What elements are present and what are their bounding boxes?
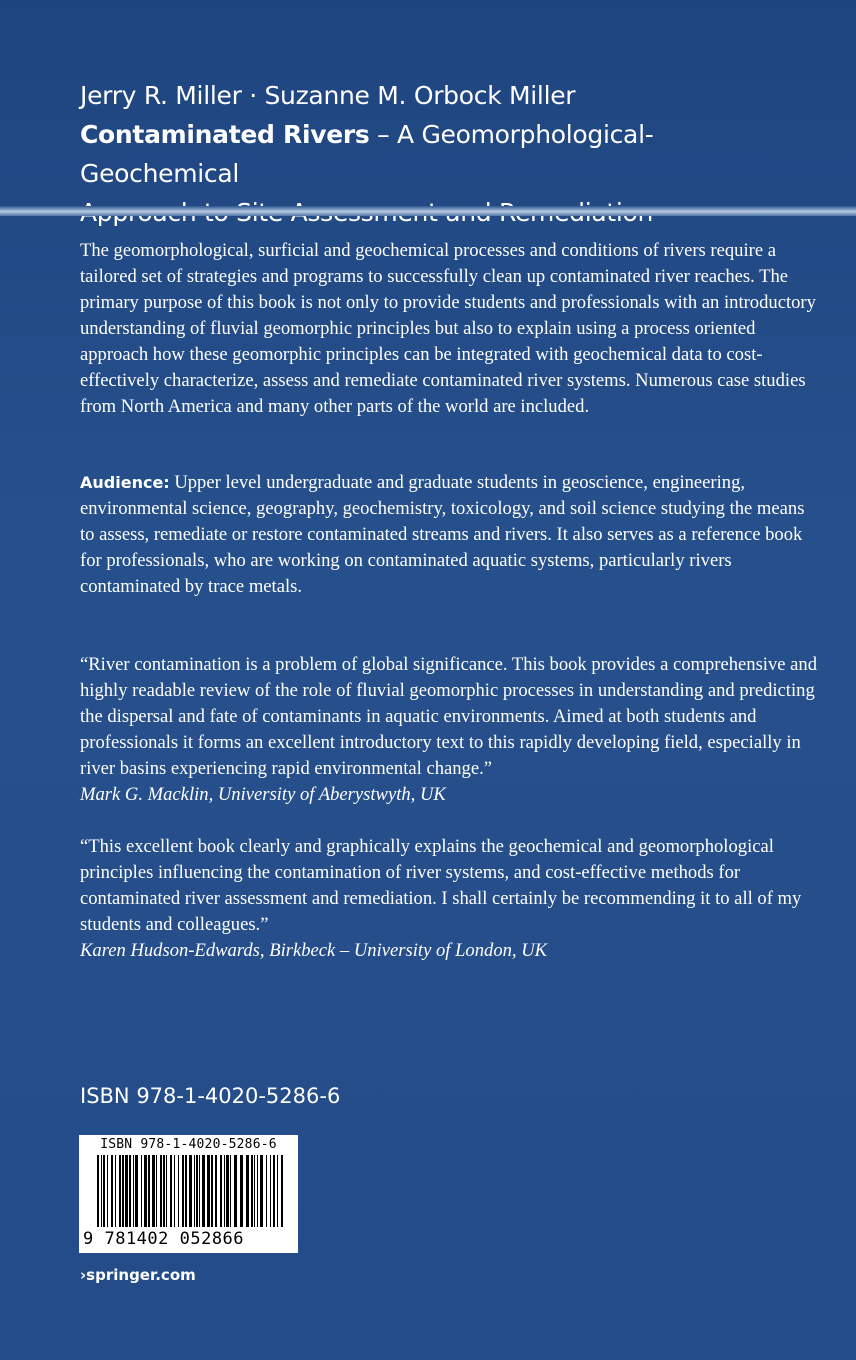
barcode-bar bbox=[111, 1155, 113, 1227]
barcode-bar bbox=[174, 1155, 175, 1227]
barcode-bar bbox=[133, 1155, 134, 1227]
barcode-bars bbox=[79, 1155, 298, 1231]
barcode-isbn-text: ISBN 978-1-4020-5286-6 bbox=[100, 1137, 277, 1152]
barcode-bar bbox=[166, 1155, 167, 1227]
barcode-bar bbox=[115, 1155, 116, 1227]
review-quote-attribution: Mark G. Macklin, University of Aberystwyth, UK bbox=[80, 784, 446, 805]
book-description: The geomorphological, surficial and geochemical processes and conditions of rivers require a tailored set of strategies and programs to successfully clean up contaminated river reaches. The primary purpose of this book is not only to provide students and professionals with an introductory understanding of fluvial geomorphic principles but also to explain using a process oriented approach how these geomorphic principles can be integrated with geochemical data to cost-effectively characterize, assess and remediate contaminated river systems. Numerous case studies from North America and many other parts of the world are included. bbox=[80, 240, 816, 417]
barcode-bar bbox=[270, 1155, 271, 1227]
barcode-bar bbox=[103, 1155, 105, 1227]
publisher-url: ›springer.com bbox=[80, 1266, 196, 1284]
barcode-bar bbox=[266, 1155, 267, 1227]
isbn-barcode bbox=[79, 1135, 298, 1253]
barcode-bar bbox=[240, 1155, 243, 1227]
barcode-bar bbox=[148, 1155, 150, 1227]
barcode-bar bbox=[246, 1155, 249, 1227]
barcode-bar bbox=[97, 1155, 99, 1227]
barcode-bar bbox=[107, 1155, 108, 1227]
barcode-bar bbox=[234, 1155, 237, 1227]
barcode-bar bbox=[122, 1155, 124, 1227]
book-title-main: Contaminated Rivers bbox=[80, 120, 370, 149]
barcode-bar bbox=[170, 1155, 172, 1227]
isbn-label: ISBN 978-1-4020-5286-6 bbox=[80, 1084, 341, 1108]
audience-paragraph bbox=[80, 470, 820, 600]
barcode-bar bbox=[119, 1155, 121, 1227]
barcode-bar bbox=[251, 1155, 253, 1227]
barcode-bar bbox=[257, 1155, 258, 1227]
barcode-bar bbox=[101, 1155, 102, 1227]
barcode-bar bbox=[194, 1155, 195, 1227]
barcode-bar bbox=[199, 1155, 200, 1227]
book-title-line-1 bbox=[80, 115, 800, 193]
review-quote-text: “River contamination is a problem of global significance. This book provides a comprehensive and highly readable review of the role of fluvial geomorphic processes in understanding and predicting the dispersal and fate of contaminants in aquatic environments. Aimed at both students and professionals it forms an excellent introductory text to this rapidly developing field, especially in river basins experiencing rapid environmental change.” bbox=[80, 654, 818, 779]
barcode-bar bbox=[273, 1155, 275, 1227]
barcode-bar bbox=[178, 1155, 179, 1227]
barcode-bar bbox=[125, 1155, 128, 1227]
barcode-bar bbox=[160, 1155, 162, 1227]
barcode-bar bbox=[281, 1155, 283, 1227]
review-quote-2 bbox=[80, 834, 820, 964]
barcode-digits: 9 781402 052866 bbox=[83, 1229, 245, 1249]
barcode-bar bbox=[163, 1155, 165, 1227]
barcode-bar bbox=[207, 1155, 210, 1227]
barcode-bar bbox=[182, 1155, 184, 1227]
barcode-bar bbox=[185, 1155, 187, 1227]
barcode-bar bbox=[189, 1155, 192, 1227]
barcode-bar bbox=[224, 1155, 225, 1227]
review-quote-attribution: Karen Hudson-Edwards, Birkbeck – University of London, UK bbox=[80, 940, 548, 961]
barcode-bar bbox=[156, 1155, 157, 1227]
barcode-bar bbox=[277, 1155, 278, 1227]
authors: Jerry R. Miller · Suzanne M. Orbock Miller bbox=[80, 81, 576, 110]
barcode-bar bbox=[211, 1155, 213, 1227]
barcode-bar bbox=[220, 1155, 222, 1227]
barcode-bar bbox=[141, 1155, 142, 1227]
barcode-bar bbox=[230, 1155, 231, 1227]
barcode-bar bbox=[135, 1155, 138, 1227]
barcode-bar bbox=[202, 1155, 205, 1227]
barcode-bar bbox=[215, 1155, 217, 1227]
header-divider bbox=[0, 206, 856, 216]
barcode-bar bbox=[152, 1155, 155, 1227]
barcode-bar bbox=[129, 1155, 131, 1227]
barcode-bar bbox=[196, 1155, 198, 1227]
book-subtitle-part-1: – A Geomorphological-Geochemical bbox=[80, 120, 654, 188]
barcode-bar bbox=[144, 1155, 147, 1227]
barcode-bar bbox=[226, 1155, 229, 1227]
audience-text: Upper level undergraduate and graduate students in geoscience, engineering, environmental science, geography, geochemistry, toxicology, and soil science studying the means to assess, remediate or restore contaminated streams and rivers. It also serves as a reference book for professionals, who are working on contaminated aquatic systems, particularly rivers contaminated by trace metals. bbox=[80, 472, 805, 597]
review-quote-text: “This excellent book clearly and graphically explains the geochemical and geomorphological principles influencing the contamination of river systems, and cost-effective methods for contaminated river assessment and remediation. I shall certainly be recommending it to all of my students and colleagues.” bbox=[80, 836, 802, 935]
barcode-bar bbox=[254, 1155, 255, 1227]
barcode-bar bbox=[260, 1155, 263, 1227]
audience-label: Audience: bbox=[80, 473, 170, 492]
review-quote-1 bbox=[80, 652, 820, 808]
